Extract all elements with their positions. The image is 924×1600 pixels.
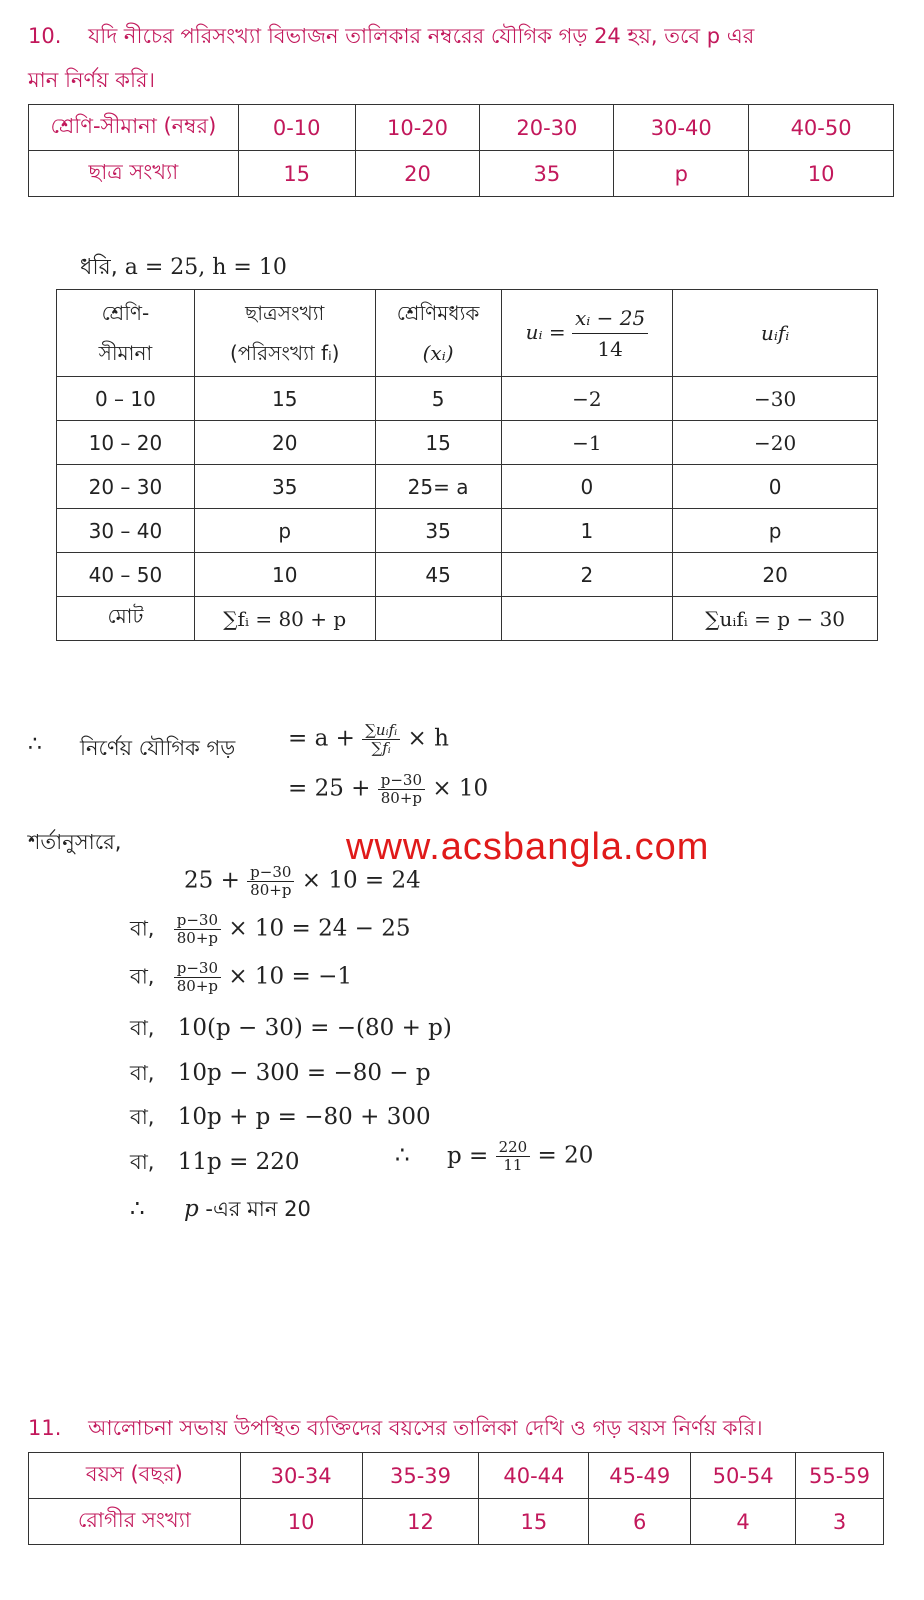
condition-label: শর্তানুসারে, — [28, 830, 122, 854]
table-cell: 30 – 40 — [57, 509, 195, 553]
total-label: মোট — [57, 597, 195, 641]
table-cell: −2 — [501, 377, 673, 421]
table-cell: বয়স (বছর) — [29, 1453, 241, 1499]
table-cell: 3 — [796, 1499, 884, 1545]
table-cell: 20 — [355, 151, 480, 197]
table-cell: 2 — [501, 553, 673, 597]
question-number: 10. — [28, 24, 62, 48]
table-cell: 6 — [589, 1499, 691, 1545]
question-10-line1 — [28, 14, 754, 58]
step-6: বা, 11p = 220 — [130, 1149, 300, 1175]
question-10-line2: মান নির্ণয় করি। — [28, 68, 156, 92]
step-0: 25 + $\frac{p-30}{80+p}$ × 10 = 24 — [184, 863, 421, 899]
table-cell-empty — [375, 597, 501, 641]
table-cell: 15 — [238, 151, 355, 197]
table-cell: 10 — [749, 151, 894, 197]
table-cell: 20 — [673, 553, 878, 597]
table-cell: 15 — [375, 421, 501, 465]
table-cell: p — [194, 509, 375, 553]
therefore-symbol: ∴ — [28, 732, 42, 757]
question-text: আলোচনা সভায় উপস্থিত ব্যক্তিদের বয়সের তালিকা দেখি ও গড় বয়স নির্ণয় করি। — [88, 1416, 763, 1440]
question-number: 11. — [28, 1416, 62, 1440]
step-4: বা, 10p − 300 = −80 − p — [130, 1060, 431, 1086]
table-cell: −20 — [673, 421, 878, 465]
watermark: www.acsbangla.com — [346, 826, 710, 868]
question-text: যদি নীচের পরিসংখ্যা বিভাজন তালিকার নম্বরের যৌগিক গড় 24 হয়, তবে p এর — [88, 24, 755, 48]
mean-label: নির্ণেয় যৌগিক গড় — [80, 736, 236, 760]
table-cell: 35 — [194, 465, 375, 509]
assumption-expression: a = 25, h = 10 — [124, 255, 287, 280]
table-row — [29, 151, 894, 197]
header-midpoint: শ্রেণিমধ্যক (xᵢ) — [375, 290, 501, 377]
header-u-formula: uᵢ = $\frac{\text{xᵢ − 25}}{14}$ — [501, 290, 673, 377]
mean-formula-line2: = 25 + $\frac{p-30}{80+p}$ × 10 — [288, 771, 489, 807]
step-5: বা, 10p + p = −80 + 300 — [130, 1104, 431, 1130]
final-answer: ∴ p -এর মান 20 — [130, 1196, 311, 1222]
table-cell: 45 — [375, 553, 501, 597]
table-cell: 35 — [375, 509, 501, 553]
table-cell: 0-10 — [238, 105, 355, 151]
table-cell: 40-44 — [479, 1453, 589, 1499]
table-cell: রোগীর সংখ্যা — [29, 1499, 241, 1545]
calculation-table — [56, 289, 878, 641]
table-cell: 5 — [375, 377, 501, 421]
assumption-label: ধরি, — [80, 255, 118, 280]
table-cell: 20 – 30 — [57, 465, 195, 509]
total-uf: ∑uᵢfᵢ = p − 30 — [673, 597, 878, 641]
table-row — [57, 553, 878, 597]
table-cell: 0 — [673, 465, 878, 509]
header-class-limits: শ্রেণি- সীমানা — [57, 290, 195, 377]
table-cell: 10 — [240, 1499, 362, 1545]
table-cell: 10-20 — [355, 105, 480, 151]
table-cell: −1 — [501, 421, 673, 465]
table-cell: p — [614, 151, 749, 197]
table-cell: 20 — [194, 421, 375, 465]
table-cell: 45-49 — [589, 1453, 691, 1499]
table-row — [29, 1453, 884, 1499]
table-cell: 4 — [691, 1499, 796, 1545]
table-cell: 25= a — [375, 465, 501, 509]
question-11-table — [28, 1452, 884, 1545]
table-cell: 0 – 10 — [57, 377, 195, 421]
total-frequency: ∑fᵢ = 80 + p — [194, 597, 375, 641]
table-cell: 40 – 50 — [57, 553, 195, 597]
table-cell: ছাত্র সংখ্যা — [29, 151, 239, 197]
table-row — [57, 421, 878, 465]
table-row — [29, 1499, 884, 1545]
question-10-table — [28, 104, 894, 197]
table-cell: 55-59 — [796, 1453, 884, 1499]
table-row — [57, 465, 878, 509]
question-11-line — [28, 1406, 763, 1450]
table-cell: 30-40 — [614, 105, 749, 151]
table-cell: p — [673, 509, 878, 553]
table-row — [29, 105, 894, 151]
table-cell: −30 — [673, 377, 878, 421]
table-cell: 15 — [479, 1499, 589, 1545]
table-cell: 35 — [480, 151, 614, 197]
table-total-row — [57, 597, 878, 641]
table-cell: শ্রেণি-সীমানা (নম্বর) — [29, 105, 239, 151]
step-6-result: ∴ p = $\frac{220}{11}$ = 20 — [395, 1138, 594, 1174]
table-cell: 35-39 — [362, 1453, 479, 1499]
assumption-line — [80, 250, 287, 287]
header-uf: uᵢfᵢ — [673, 290, 878, 377]
table-header-row — [57, 290, 878, 377]
table-cell: 50-54 — [691, 1453, 796, 1499]
table-cell: 40-50 — [749, 105, 894, 151]
table-cell: 10 — [194, 553, 375, 597]
table-cell: 0 — [501, 465, 673, 509]
table-cell: 30-34 — [240, 1453, 362, 1499]
table-row — [57, 377, 878, 421]
table-cell: 1 — [501, 509, 673, 553]
table-cell-empty — [501, 597, 673, 641]
header-frequency: ছাত্রসংখ্যা (পরিসংখ্যা fᵢ) — [194, 290, 375, 377]
mean-formula-line1: = a + $\frac{\text{∑uᵢfᵢ}}{\text{∑fᵢ}}$ × h — [288, 721, 449, 757]
step-2: বা, $\frac{p-30}{80+p}$ × 10 = −1 — [130, 959, 352, 995]
step-3: বা, 10(p − 30) = −(80 + p) — [130, 1015, 452, 1041]
table-row — [57, 509, 878, 553]
step-1: বা, $\frac{p-30}{80+p}$ × 10 = 24 − 25 — [130, 911, 411, 947]
table-cell: 15 — [194, 377, 375, 421]
table-cell: 10 – 20 — [57, 421, 195, 465]
table-cell: 12 — [362, 1499, 479, 1545]
table-cell: 20-30 — [480, 105, 614, 151]
